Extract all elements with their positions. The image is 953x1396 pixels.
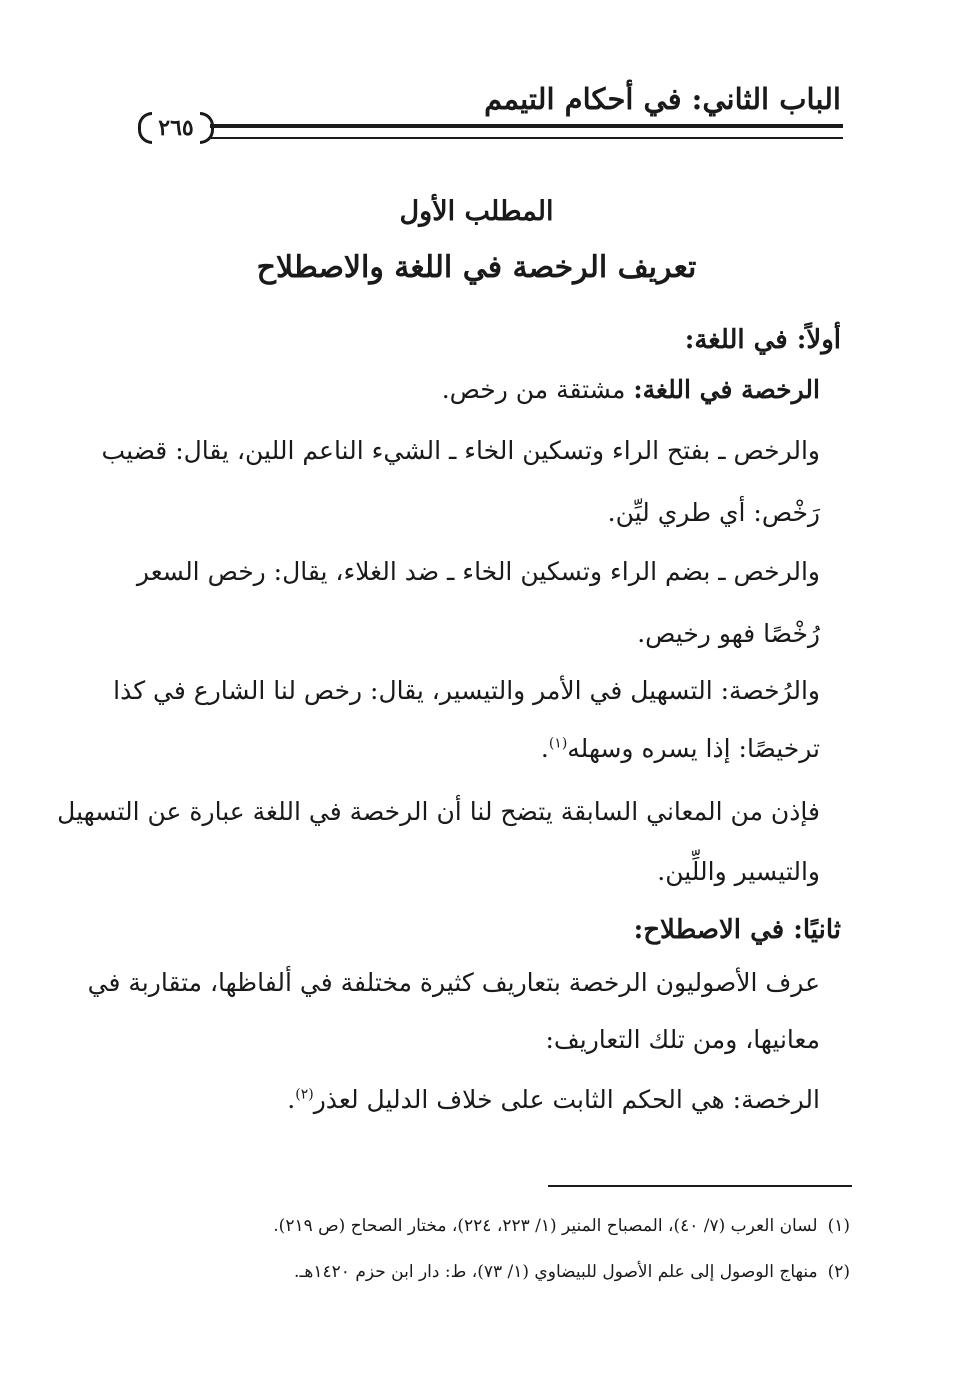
paragraph-end: . [287, 1085, 296, 1114]
paragraph-line: والتيسير واللِّين. [657, 857, 820, 886]
definition-text: مشتقة من رخص. [441, 375, 634, 404]
paragraph-line: رَخْص: أي طري ليِّن. [607, 498, 820, 527]
section-heading: المطلب الأول [399, 196, 554, 227]
subheading-linguistic: أولاً: في اللغة: [684, 325, 841, 355]
footnote [294, 1262, 850, 1282]
subheading-technical: ثانيًا: في الاصطلاح: [633, 915, 841, 945]
paragraph-text: ترخيصًا: إذا يسره وسهله [567, 734, 820, 763]
section-title: تعريف الرخصة في اللغة والاصطلاح [256, 250, 697, 285]
paragraph-line: والرُخصة: التسهيل في الأمر والتيسير، يقال: رخص لنا الشارع في كذا [113, 676, 820, 705]
paragraph-line: فإذن من المعاني السابقة يتضح لنا أن الرخصة في اللغة عبارة عن التسهيل [57, 797, 820, 826]
footnote-separator [548, 1185, 852, 1187]
page-number-bracket-right [200, 112, 214, 144]
footnote [273, 1216, 850, 1236]
paragraph-line: عرف الأصوليون الرخصة بتعاريف كثيرة مختلفة في ألفاظها، متقاربة في [87, 968, 820, 997]
running-header-title: الباب الثاني: في أحكام التيمم [484, 82, 841, 116]
header-rule [210, 124, 843, 139]
paragraph-line [541, 734, 820, 763]
paragraph-end: . [540, 734, 549, 763]
paragraph-line: والرخص ـ بضم الراء وتسكين الخاء ـ ضد الغلاء، يقال: رخص السعر [136, 557, 820, 586]
footnote-number: (٢) [827, 1262, 850, 1282]
page-number-bracket-left [138, 112, 152, 144]
paragraph-line [287, 1085, 820, 1114]
paragraph-line: معانيها، ومن تلك التعاريف: [545, 1025, 820, 1054]
footnote-ref: (١) [548, 735, 568, 752]
paragraph-line: والرخص ـ بفتح الراء وتسكين الخاء ـ الشيء الناعم اللين، يقال: قضيب [101, 436, 820, 465]
page-number-frame [138, 112, 214, 144]
definition-label: الرخصة في اللغة: [633, 375, 820, 404]
footnote-text: منهاج الوصول إلى علم الأصول للبيضاوي (١/ ٧٣)، ط: دار ابن حزم ١٤٢٠هـ. [294, 1262, 818, 1282]
footnote-number: (١) [827, 1216, 850, 1236]
footnote-text: لسان العرب (٧/ ٤٠)، المصباح المنير (١/ ٢٢٣، ٢٢٤)، مختار الصحاح (ص ٢١٩). [273, 1216, 818, 1236]
paragraph-line: رُخْصًا فهو رخيص. [637, 619, 820, 648]
page-number: ٢٦٥ [158, 115, 194, 141]
footnote-ref: (٢) [295, 1086, 314, 1103]
definition-line [442, 375, 820, 404]
paragraph-text: الرخصة: هي الحكم الثابت على خلاف الدليل لعذر [313, 1085, 820, 1114]
